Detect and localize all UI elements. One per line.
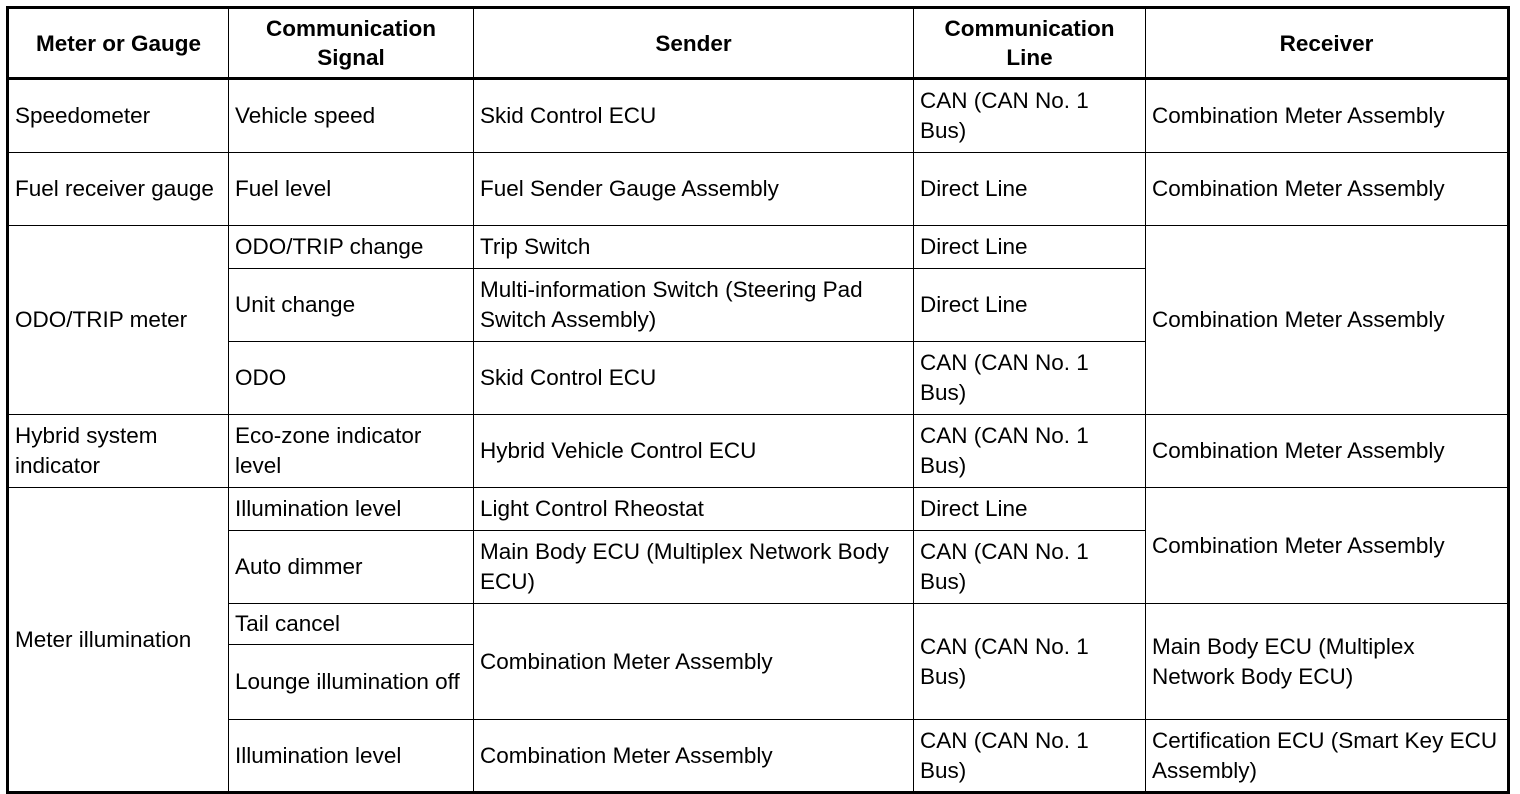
line-cell: Direct Line <box>914 153 1146 226</box>
table-row <box>8 153 1509 226</box>
table-row <box>8 226 1509 269</box>
signal-cell: Tail cancel <box>229 604 474 645</box>
meter-cell: Meter illumination <box>8 488 229 793</box>
sender-cell: Fuel Sender Gauge Assembly <box>474 153 914 226</box>
sender-cell: Combination Meter Assembly <box>474 604 914 720</box>
sender-cell: Main Body ECU (Multiplex Network Body ECU) <box>474 531 914 604</box>
signal-cell: Unit change <box>229 269 474 342</box>
header-meter: Meter or Gauge <box>8 8 229 79</box>
signal-cell: Auto dimmer <box>229 531 474 604</box>
sender-cell: Skid Control ECU <box>474 342 914 415</box>
table-row <box>8 720 1509 793</box>
signal-cell: Fuel level <box>229 153 474 226</box>
header-receiver: Receiver <box>1146 8 1509 79</box>
receiver-cell: Combination Meter Assembly <box>1146 226 1509 415</box>
table-row <box>8 604 1509 645</box>
table-row <box>8 488 1509 531</box>
receiver-cell: Combination Meter Assembly <box>1146 153 1509 226</box>
line-cell: CAN (CAN No. 1 Bus) <box>914 531 1146 604</box>
sender-cell: Hybrid Vehicle Control ECU <box>474 415 914 488</box>
line-cell: Direct Line <box>914 226 1146 269</box>
sender-cell: Multi-information Switch (Steering Pad Switch Assembly) <box>474 269 914 342</box>
line-cell: CAN (CAN No. 1 Bus) <box>914 720 1146 793</box>
header-sender: Sender <box>474 8 914 79</box>
line-cell: Direct Line <box>914 488 1146 531</box>
signal-cell: Illumination level <box>229 720 474 793</box>
meter-cell: Speedometer <box>8 79 229 153</box>
meter-cell: Fuel receiver gauge <box>8 153 229 226</box>
table-row <box>8 79 1509 153</box>
sender-cell: Combination Meter Assembly <box>474 720 914 793</box>
header-row <box>8 8 1509 79</box>
signal-cell: Illumination level <box>229 488 474 531</box>
signal-cell: Lounge illumination off <box>229 645 474 720</box>
signal-cell: ODO <box>229 342 474 415</box>
signal-cell: ODO/TRIP change <box>229 226 474 269</box>
sender-cell: Light Control Rheostat <box>474 488 914 531</box>
sender-cell: Skid Control ECU <box>474 79 914 153</box>
line-cell: CAN (CAN No. 1 Bus) <box>914 604 1146 720</box>
line-cell: CAN (CAN No. 1 Bus) <box>914 79 1146 153</box>
meter-cell: Hybrid system indicator <box>8 415 229 488</box>
line-cell: CAN (CAN No. 1 Bus) <box>914 415 1146 488</box>
meter-cell: ODO/TRIP meter <box>8 226 229 415</box>
signal-cell: Eco-zone indicator level <box>229 415 474 488</box>
receiver-cell: Combination Meter Assembly <box>1146 415 1509 488</box>
line-cell: Direct Line <box>914 269 1146 342</box>
communication-table <box>6 6 1510 794</box>
line-cell: CAN (CAN No. 1 Bus) <box>914 342 1146 415</box>
signal-cell: Vehicle speed <box>229 79 474 153</box>
header-line: Communication Line <box>914 8 1146 79</box>
table-row <box>8 415 1509 488</box>
receiver-cell: Combination Meter Assembly <box>1146 79 1509 153</box>
sender-cell: Trip Switch <box>474 226 914 269</box>
receiver-cell: Certification ECU (Smart Key ECU Assembly) <box>1146 720 1509 793</box>
header-signal: Communication Signal <box>229 8 474 79</box>
receiver-cell: Main Body ECU (Multiplex Network Body ECU) <box>1146 604 1509 720</box>
receiver-cell: Combination Meter Assembly <box>1146 488 1509 604</box>
